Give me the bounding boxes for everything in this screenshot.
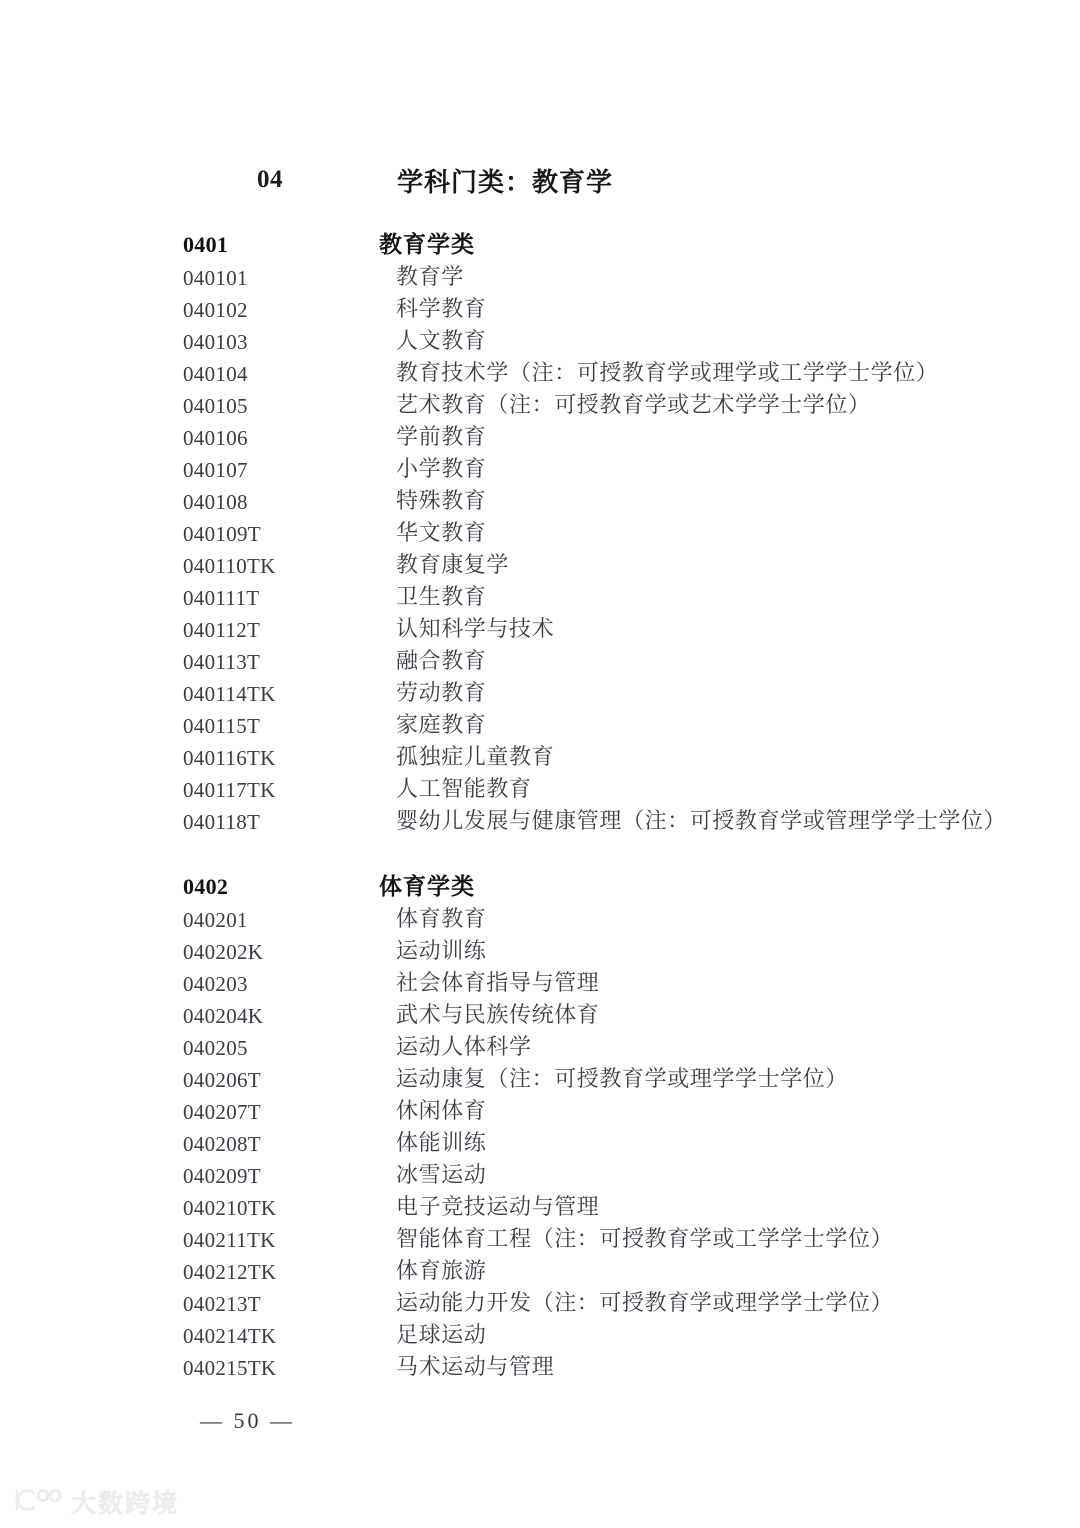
major-row (0, 678, 1080, 710)
major-code: 040109T (183, 522, 261, 546)
major-name: 教育学 (396, 265, 464, 290)
major-code: 040117TK (183, 778, 276, 802)
major-code: 040101 (183, 266, 248, 290)
major-name: 卫生教育 (396, 585, 487, 610)
major-name: 社会体育指导与管理 (396, 971, 600, 996)
major-name: 教育康复学 (396, 553, 510, 578)
major-code: 040104 (183, 362, 248, 386)
major-code: 040205 (183, 1036, 248, 1060)
major-row (0, 486, 1080, 518)
major-name: 马术运动与管理 (396, 1355, 555, 1380)
major-code: 040202K (183, 940, 264, 964)
major-name: 智能体育工程（注：可授教育学或工学学士学位） (396, 1227, 894, 1252)
major-name: 体育教育 (396, 907, 487, 932)
major-code: 040206T (183, 1068, 261, 1092)
major-code: 040213T (183, 1292, 261, 1316)
major-row (0, 742, 1080, 774)
major-code: 040107 (183, 458, 248, 482)
major-row (0, 774, 1080, 806)
major-code: 040211TK (183, 1228, 276, 1252)
major-row (0, 1096, 1080, 1128)
major-row (0, 1288, 1080, 1320)
major-code: 040102 (183, 298, 248, 322)
major-name: 孤独症儿童教育 (396, 745, 555, 770)
major-row (0, 390, 1080, 422)
major-row (0, 936, 1080, 968)
major-name: 劳动教育 (396, 681, 487, 706)
major-name: 华文教育 (396, 521, 487, 546)
major-name: 家庭教育 (396, 713, 487, 738)
major-row (0, 1256, 1080, 1288)
major-code: 040103 (183, 330, 248, 354)
major-name: 武术与民族传统体育 (396, 1003, 600, 1028)
major-code: 040108 (183, 490, 248, 514)
major-row (0, 294, 1080, 326)
major-name: 科学教育 (396, 297, 487, 322)
major-row (0, 1032, 1080, 1064)
major-group-name: 教育学类 (379, 231, 475, 258)
footer-page-number: — 50 — (200, 1408, 295, 1433)
major-code: 040204K (183, 1004, 264, 1028)
major-code: 040112T (183, 618, 261, 642)
watermark-logo-icon (10, 1485, 62, 1520)
major-group-name: 体育学类 (379, 873, 475, 900)
major-code: 040207T (183, 1100, 261, 1124)
page-title (0, 160, 1080, 200)
major-group-header (0, 228, 1080, 262)
major-row (0, 904, 1080, 936)
major-name: 足球运动 (396, 1323, 487, 1348)
major-row (0, 454, 1080, 486)
major-row (0, 1320, 1080, 1352)
major-code: 040106 (183, 426, 248, 450)
major-group (0, 228, 1080, 838)
major-code: 040214TK (183, 1324, 277, 1348)
major-name: 认知科学与技术 (396, 617, 555, 642)
major-code: 040111T (183, 586, 260, 610)
major-code: 040105 (183, 394, 248, 418)
major-row (0, 550, 1080, 582)
major-name: 体育旅游 (396, 1259, 487, 1284)
major-name: 运动训练 (396, 939, 487, 964)
major-name: 冰雪运动 (396, 1163, 487, 1188)
major-name: 运动能力开发（注：可授教育学或理学学士学位） (396, 1291, 894, 1316)
major-code: 040201 (183, 908, 248, 932)
major-name: 教育技术学（注：可授教育学或理学或工学学士学位） (396, 361, 939, 386)
major-row (0, 422, 1080, 454)
major-code: 040113T (183, 650, 261, 674)
major-code: 040215TK (183, 1356, 277, 1380)
major-code: 040209T (183, 1164, 261, 1188)
major-row (0, 582, 1080, 614)
major-row (0, 614, 1080, 646)
major-row (0, 358, 1080, 390)
major-row (0, 646, 1080, 678)
discipline-category-name: 学科门类：教育学 (397, 167, 614, 198)
discipline-category-code: 04 (257, 166, 283, 193)
major-name: 融合教育 (396, 649, 487, 674)
watermark-text: 大数跨境 (71, 1489, 180, 1518)
major-row (0, 806, 1080, 838)
major-row (0, 1224, 1080, 1256)
major-code: 040212TK (183, 1260, 277, 1284)
major-name: 运动人体科学 (396, 1035, 532, 1060)
major-row (0, 1160, 1080, 1192)
major-code: 040116TK (183, 746, 276, 770)
major-row (0, 968, 1080, 1000)
major-catalog-list (0, 228, 1080, 1384)
major-code: 040203 (183, 972, 248, 996)
major-row (0, 1352, 1080, 1384)
major-group-code: 0401 (183, 232, 229, 257)
major-name: 特殊教育 (396, 489, 487, 514)
major-row (0, 1128, 1080, 1160)
major-name: 婴幼儿发展与健康管理（注：可授教育学或管理学学士学位） (396, 809, 1007, 834)
major-row (0, 262, 1080, 294)
watermark (10, 1484, 179, 1520)
major-code: 040210TK (183, 1196, 277, 1220)
major-code: 040110TK (183, 554, 276, 578)
major-row (0, 326, 1080, 358)
major-group-header (0, 870, 1080, 904)
major-name: 体能训练 (396, 1131, 487, 1156)
major-name: 人文教育 (396, 329, 487, 354)
major-code: 040118T (183, 810, 261, 834)
major-code: 040208T (183, 1132, 261, 1156)
major-name: 运动康复（注：可授教育学或理学学士学位） (396, 1067, 849, 1092)
major-name: 小学教育 (396, 457, 487, 482)
major-name: 电子竞技运动与管理 (396, 1195, 600, 1220)
major-code: 040115T (183, 714, 261, 738)
major-code: 040114TK (183, 682, 276, 706)
major-name: 艺术教育（注：可授教育学或艺术学学士学位） (396, 393, 871, 418)
major-row (0, 1000, 1080, 1032)
major-name: 人工智能教育 (396, 777, 532, 802)
major-group-code: 0402 (183, 874, 229, 899)
major-group (0, 870, 1080, 1384)
major-row (0, 1064, 1080, 1096)
major-name: 休闲体育 (396, 1099, 487, 1124)
major-row (0, 518, 1080, 550)
major-row (0, 710, 1080, 742)
major-row (0, 1192, 1080, 1224)
major-name: 学前教育 (396, 425, 487, 450)
